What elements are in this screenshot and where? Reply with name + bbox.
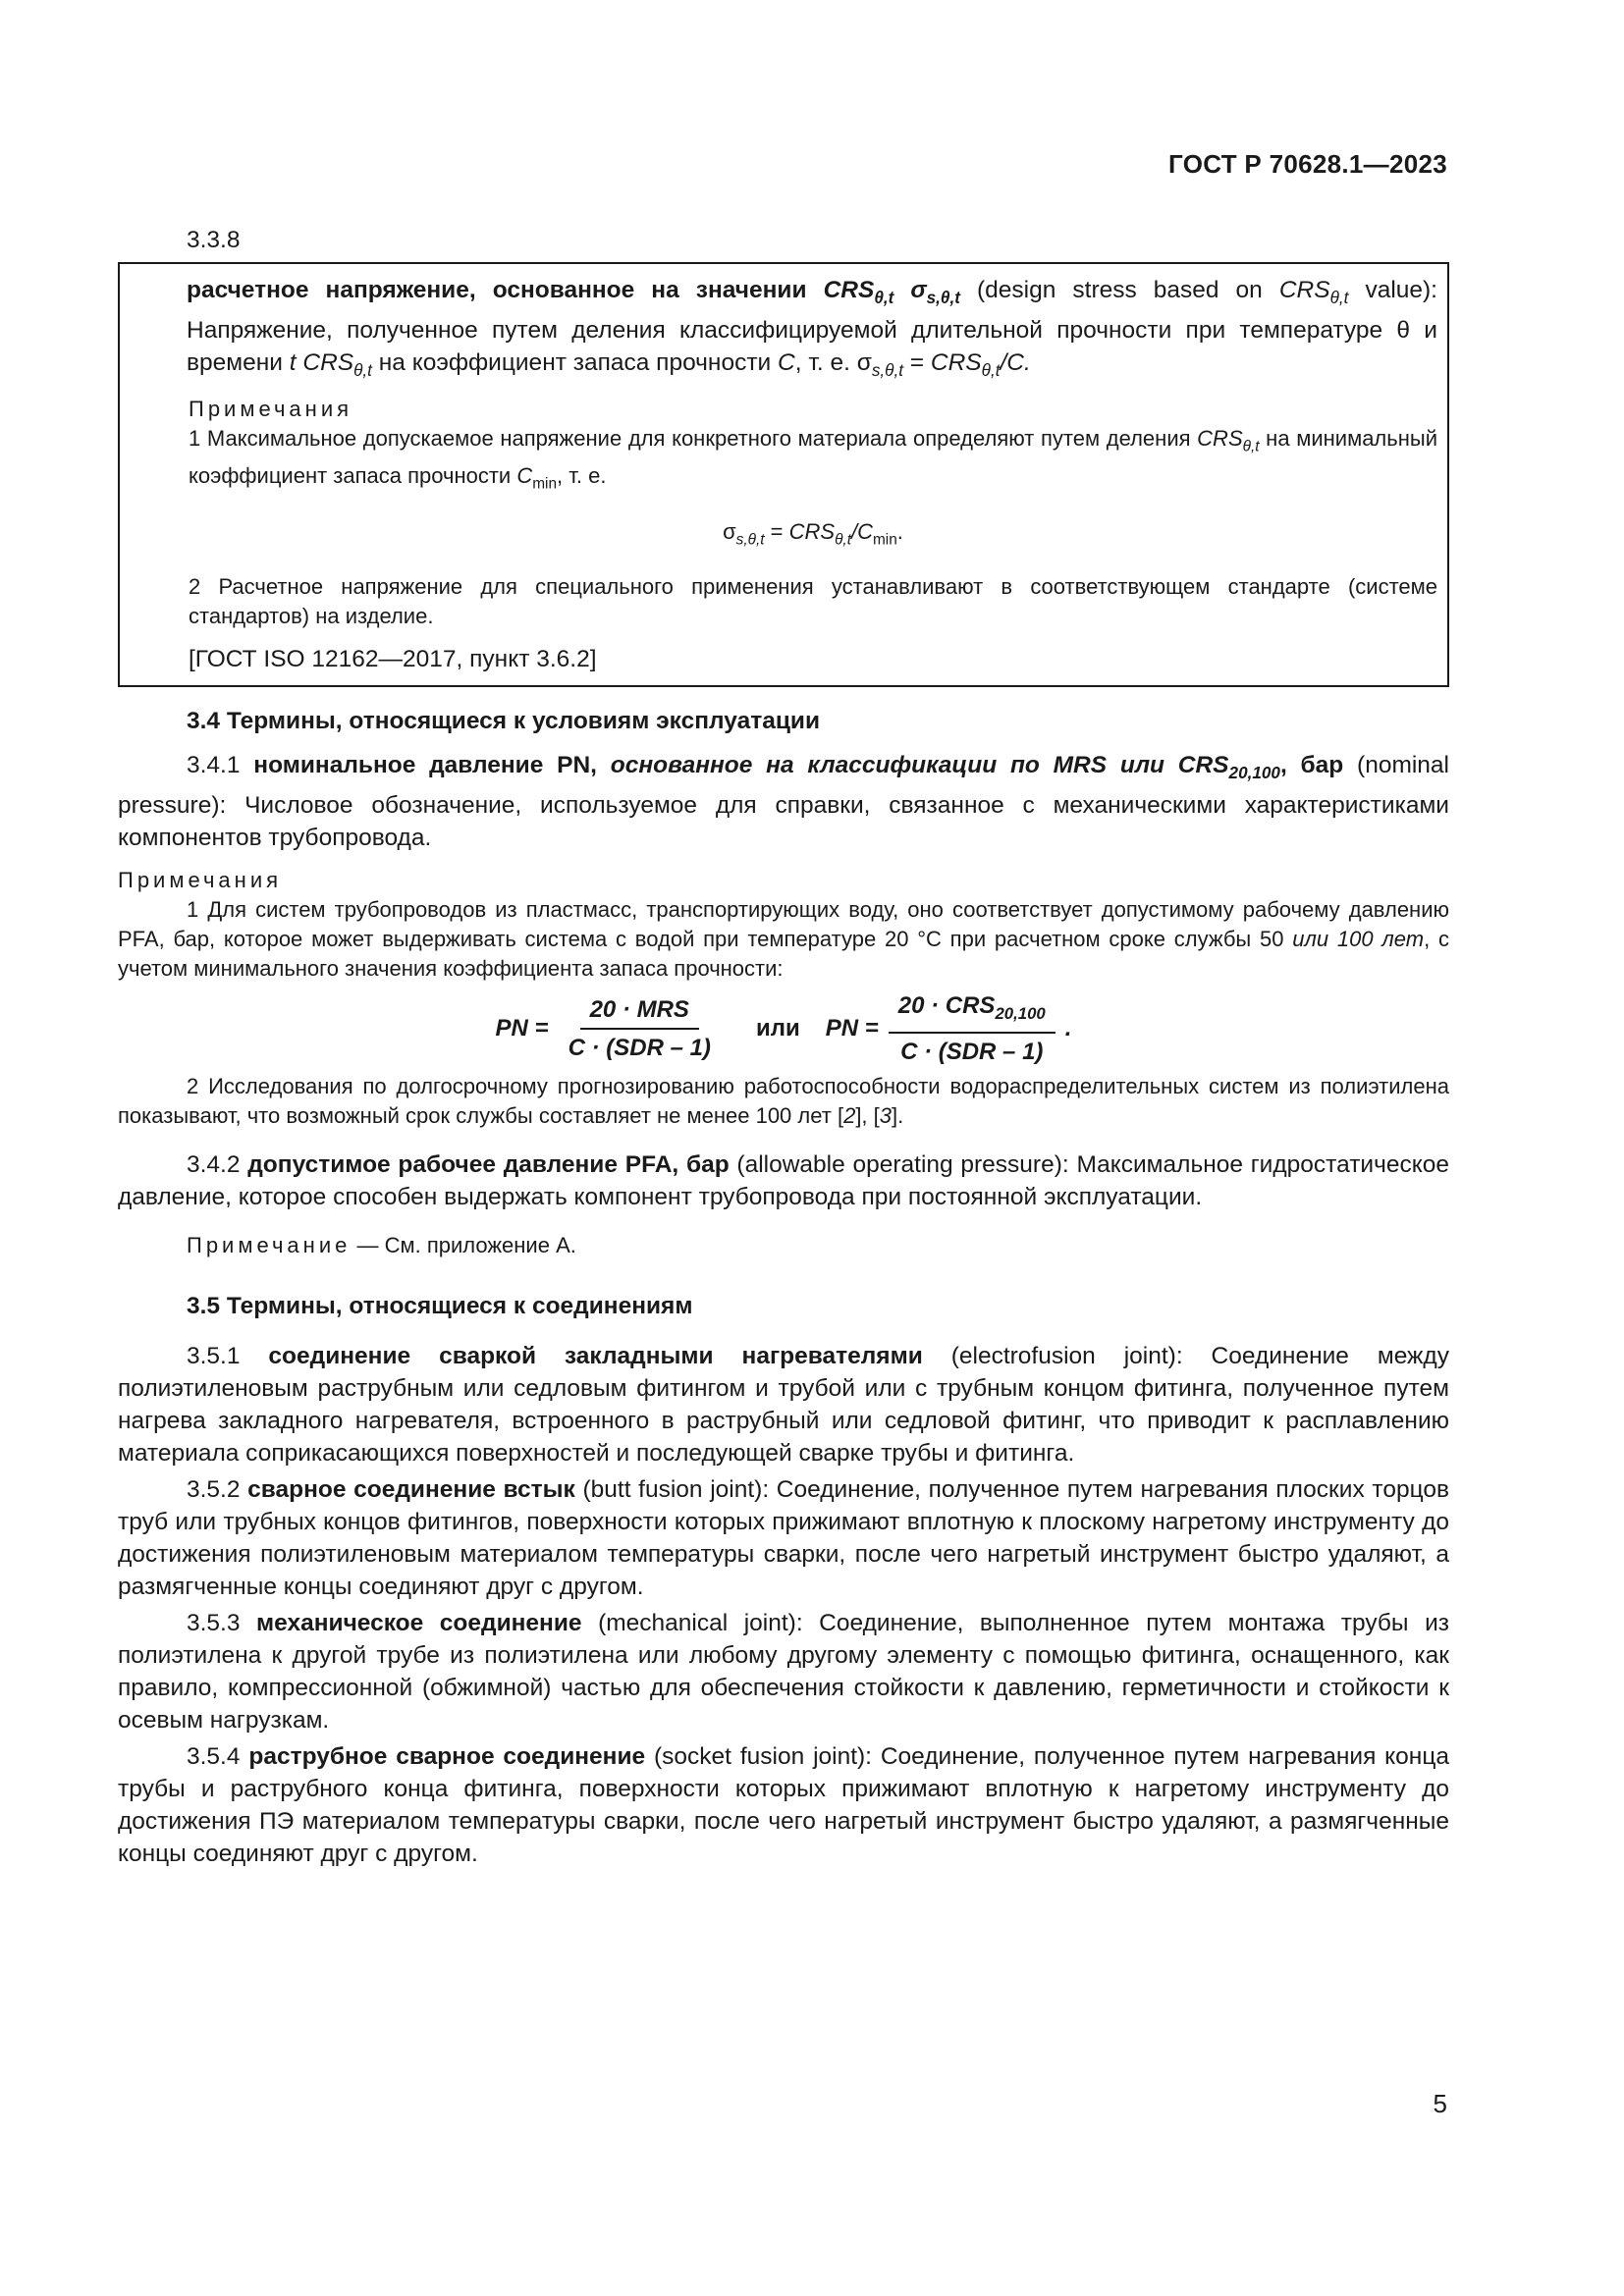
section-heading-3-4: 3.4 Термины, относящиеся к условиям эксплуатации <box>187 707 821 734</box>
fraction-crs: $\frac{20 \cdot CRS_{20,100}}{\text{C · (SDR – 1)}}$ <box>889 989 1056 1068</box>
note-3-4-2: Примечание — См. приложение А. <box>187 1232 576 1257</box>
source-reference: [ГОСТ ISO 12162—2017, пункт 3.6.2] <box>189 645 597 672</box>
term-3-4-2: 3.4.2 допустимое рабочее давление PFA, бар (allowable operating pressure): Максимальное гидростатическое давление, которое способен выдержать компонент трубопровода при постоянной эксплуатации. <box>118 1150 1449 1210</box>
term-3-5-1: 3.5.1 соединение сваркой закладными нагревателями (electrofusion joint): Соединение между полиэтиленовым раструбным или седловым фитингом и трубой или с трубным концом фитинга, полученное путем нагрева закладного нагревателя, встроенного в раструбный или седловой фитинг, что приводит к расплавлению материала соприкасающихся поверхностей и последующей сварке трубы и фитинга. <box>118 1342 1449 1467</box>
formula-design-stress: $\sigma_{s,\theta,t} = CRS_{\theta,t}/C_{min}$. <box>723 518 903 548</box>
term-3-4-1: 3.4.1 номинальное давление PN, основанное на классификации по MRS или $CRS_{20,100}$, бар (nominal pressure): Числовое обозначение, используемое для справки, связанное с механическими характеристиками компонентов трубопровода. <box>118 751 1449 851</box>
term-3-5-2: 3.5.2 сварное соединение встык (butt fusion joint): Соединение, полученное путем нагревания плоских торцов труб или трубных концов фитингов, поверхности которых прижимают вплотную к плоскому нагретому инструменту до достижения полиэтиленовым материалом температуры сварки, после чего нагретый инструмент быстро удаляют, а размягченные концы соединяют друг с другом. <box>118 1475 1449 1600</box>
note-2: 2 Исследования по долгосрочному прогнозированию работоспособности водораспределительных систем из полиэтилена показывают, что возможный срок службы составляет не менее 100 лет [2], [3]. <box>118 1073 1449 1128</box>
section-heading-3-5: 3.5 Термины, относящиеся к соединениям <box>187 1292 693 1319</box>
term-3-5-4: 3.5.4 раструбное сварное соединение (socket fusion joint): Соединение, полученное путем нагревания конца трубы и раструбного конца фитинга, поверхности которых прижимают вплотную к нагретому инструменту до достижения ПЭ материалом температуры сварки, после чего нагретый инструмент быстро удаляют, а размягченные концы соединяют друг с другом. <box>118 1742 1449 1867</box>
term-3-5-3: 3.5.3 механическое соединение (mechanical joint): Соединение, выполненное путем монтажа трубы из полиэтилена к другой трубе из полиэтилена или любому другому элементу с помощью фитинга, оснащенного, как правило, компрессионной (обжимной) частью для обеспечения стойкости к давлению, герметичности и стойкости к осевым нагрузкам. <box>118 1609 1449 1734</box>
page-content <box>118 224 1449 1870</box>
term-box-3-3-8 <box>118 262 1449 687</box>
term-title: расчетное напряжение, основанное на значении <box>187 277 824 303</box>
notes-label: Примечания <box>189 396 353 421</box>
page-number: 5 <box>1433 2089 1447 2118</box>
fraction-mrs: $\frac{\text{20 · MRS}}{\text{C · (SDR – 1)}}$ <box>559 993 721 1064</box>
notes-label: Примечания <box>118 867 283 892</box>
note-1: 1 Максимальное допускаемое напряжение для конкретного материала определяют путем деления $CRS_{\theta,t}$ на минимальный коэффициент запаса прочности $C_{min}$, т. е. <box>189 425 1437 493</box>
document-code: ГОСТ Р 70628.1—2023 <box>1168 149 1447 179</box>
note-1: 1 Для систем трубопроводов из пластмасс, транспортирующих воду, оно соответствует допустимому рабочему давлению PFA, бар, которое может выдерживать система с водой при температуре 20 °С при расчетном сроке службы 50 или 100 лет, с учетом минимального значения коэффициента запаса прочности: <box>118 896 1449 981</box>
term-number-3-3-8: 3.3.8 <box>187 227 241 253</box>
formula-nominal-pressure: PN = $\frac{\text{20 · MRS}}{\text{C · (SDR – 1)}}$ или PN = $\frac{20 \cdot CRS_{20,100}}{\text{C · (SDR – 1)}}$ . <box>118 989 1449 1068</box>
term-definition-3-3-8: расчетное напряжение, основанное на значении $CRS_{\theta,t}$ $\sigma_{s,\theta,t}$ (design stress based on $CRS_{\theta,t}$ value): Напряжение, полученное путем деления классифицируемой длительной прочности при температуре θ и времени t $CRS_{\theta,t}$ на коэффициент запаса прочности C, т. е. $\sigma_{s,\theta,t} = CRS_{\theta,t}/C$. <box>187 277 1437 380</box>
note-2: 2 Расчетное напряжение для специального применения устанавливают в соответствующем стандарте (системе стандартов) на изделие. <box>189 573 1437 628</box>
